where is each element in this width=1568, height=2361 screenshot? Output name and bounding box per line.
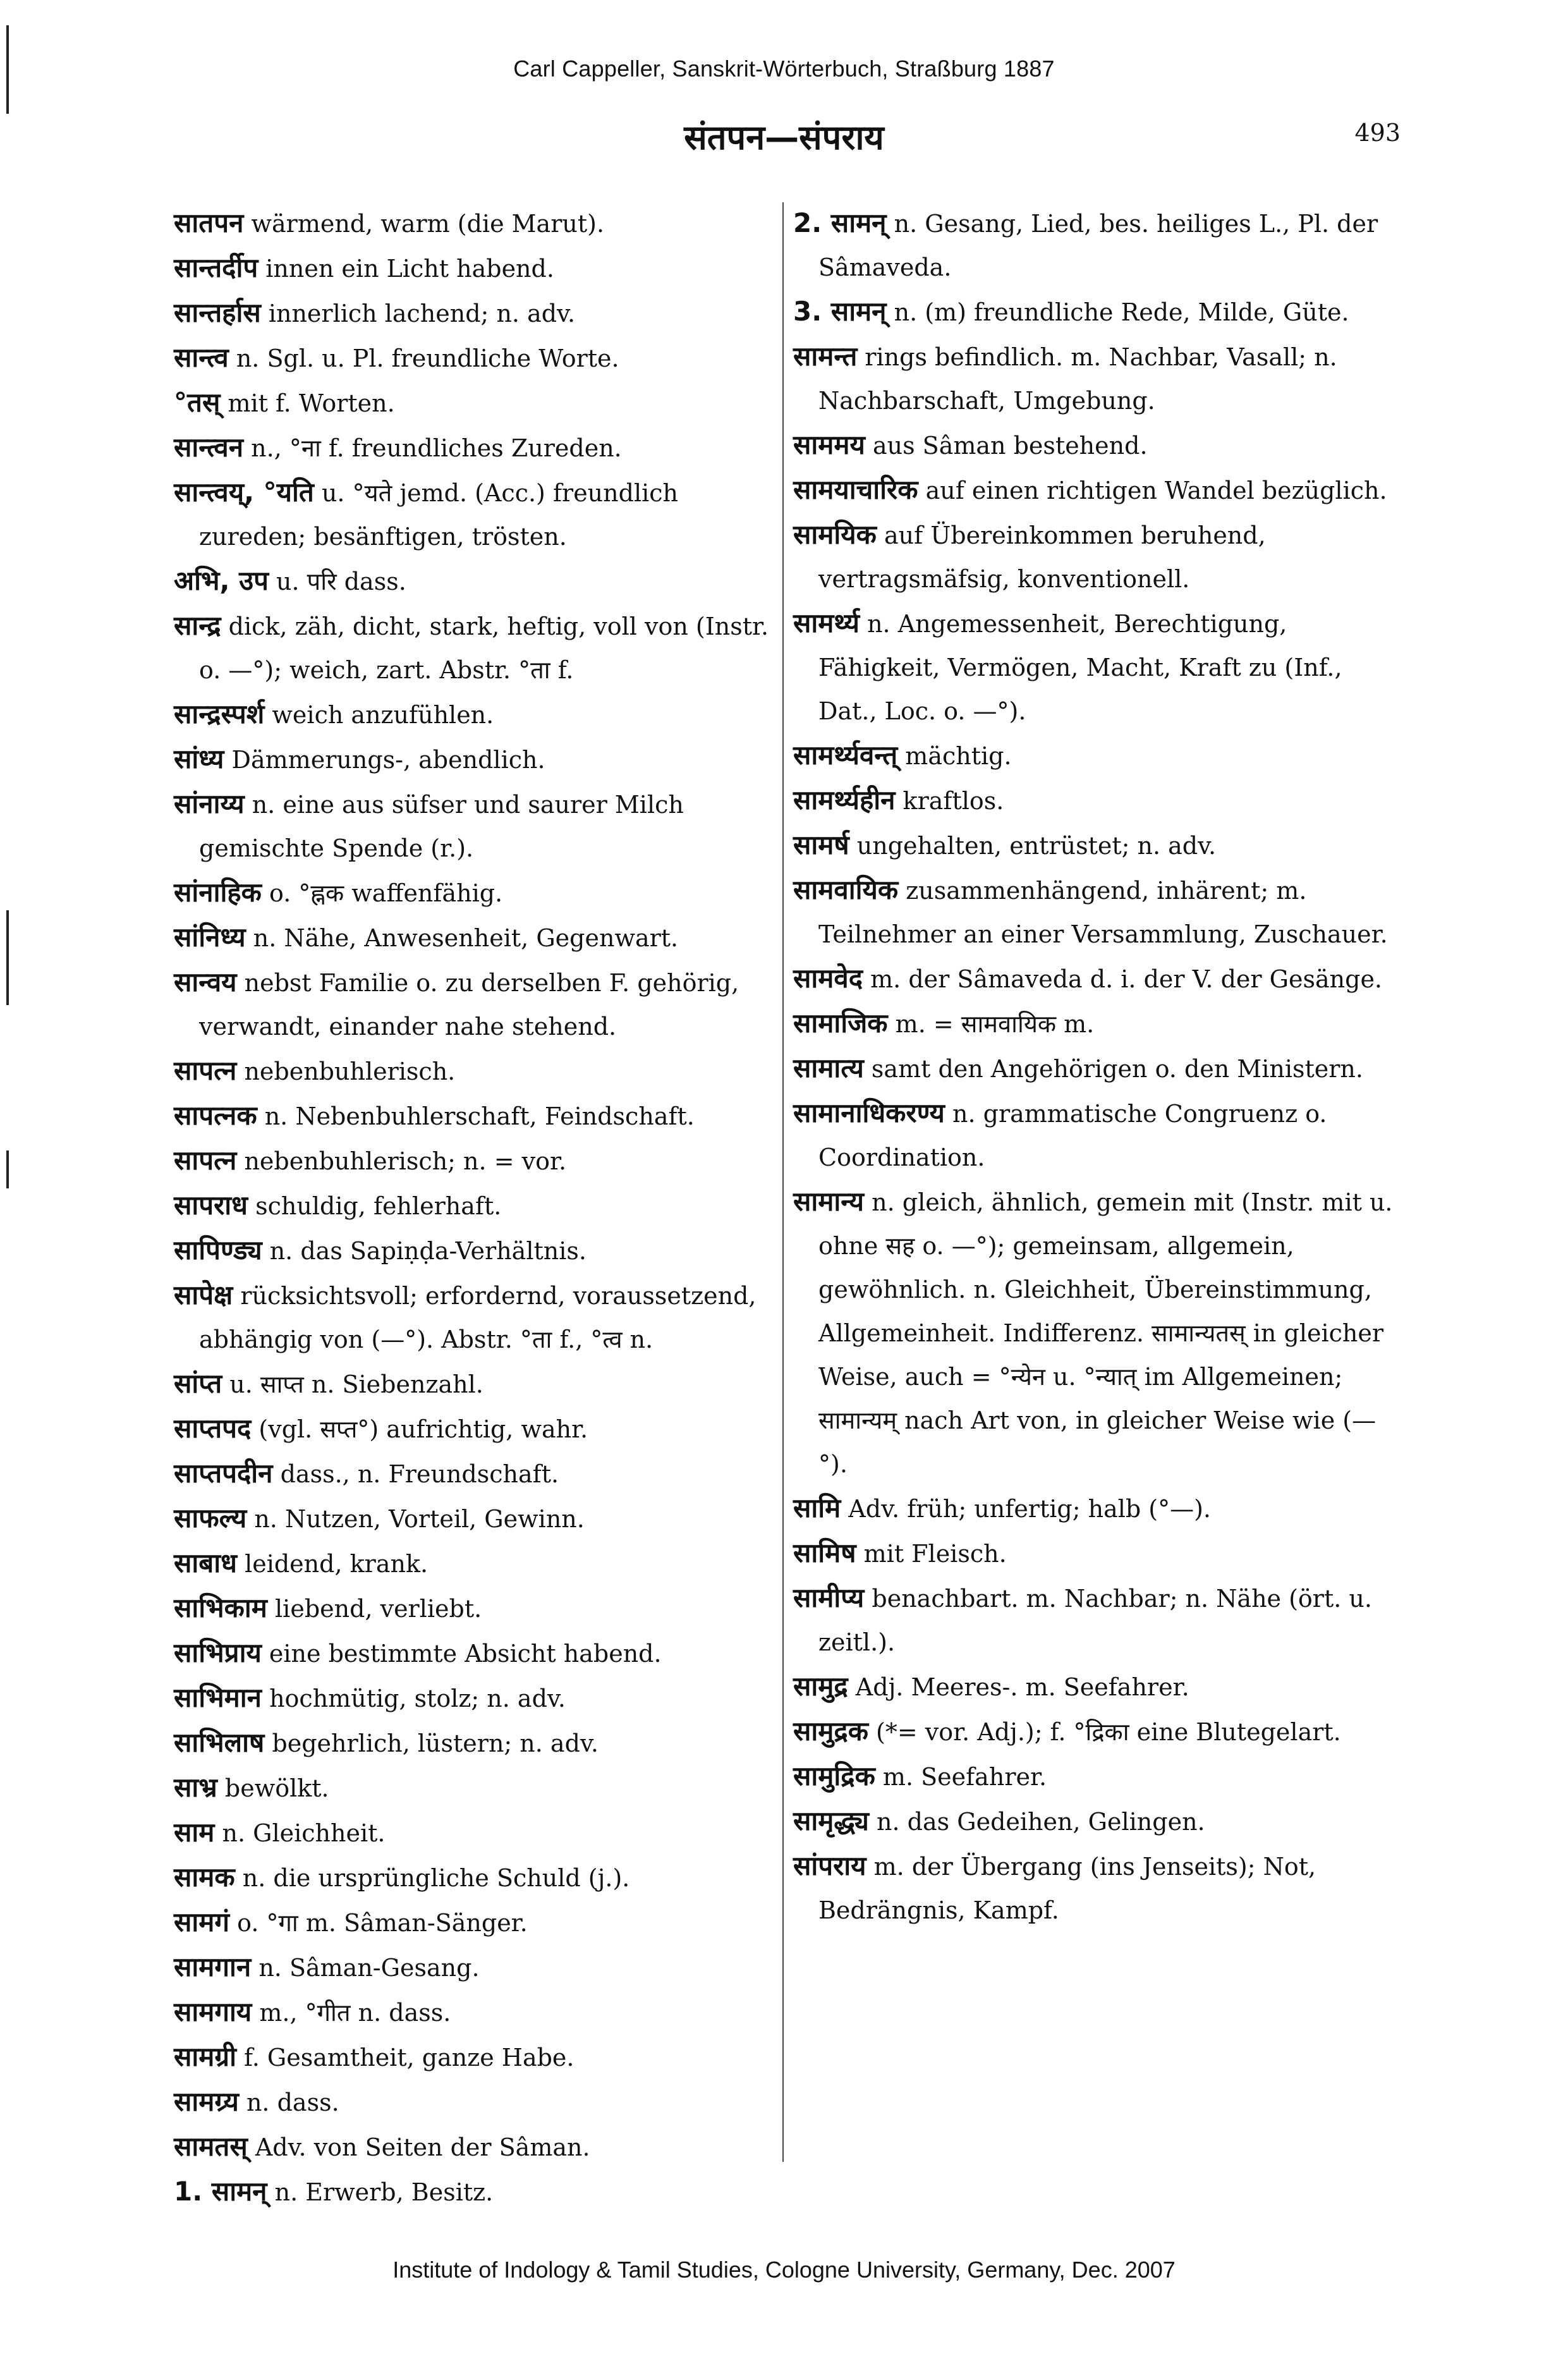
dictionary-entry [174,1900,774,1945]
entry-headword: सामर्थ्य [793,607,860,638]
dictionary-entry [793,1091,1400,1180]
entry-headword: साप्तपद [174,1413,252,1444]
dictionary-entry [793,1001,1400,1046]
dictionary-entry [793,733,1400,778]
dictionary-entry [174,1273,774,1362]
source-attribution: Carl Cappeller, Sanskrit-Wörterbuch, Straßburg 1887 [513,56,1055,82]
dictionary-entry [174,692,774,737]
entry-headword: साभिकाम [174,1592,267,1623]
entry-definition: mit f. Worten. [228,389,395,417]
dictionary-entry [793,1046,1400,1091]
margin-mark [6,1150,9,1188]
dictionary-entry [793,1799,1400,1844]
footer-attribution: Institute of Indology & Tamil Studies, Cologne University, Germany, Dec. 2007 [392,2257,1176,2283]
entry-headword: सान्द्र [174,610,221,641]
entry-definition: n. (m) freundliche Rede, Milde, Güte. [894,298,1349,326]
entry-headword: सांनिध्य [174,922,246,953]
entry-headword: सामगान [174,1951,252,1982]
entry-headword: सापत्नक [174,1100,257,1131]
entry-headword: 2. सामन् [793,207,887,238]
entry-headword: सापत्न [174,1145,237,1176]
entry-definition: innerlich lachend; n. adv. [268,300,576,327]
entry-headword: साभिमान [174,1682,262,1713]
column-divider [782,202,784,2162]
dictionary-entry [793,1709,1400,1754]
entry-definition: eine bestimmte Absicht habend. [269,1640,662,1668]
dictionary-entry [174,1406,774,1451]
entry-definition: ungehalten, entrüstet; n. adv. [856,832,1217,860]
entry-definition: begehrlich, lüstern; n. adv. [272,1730,599,1757]
entry-definition: o. °गा m. Sâman-Sänger. [237,1909,528,1937]
entry-definition: m. Seefahrer. [882,1763,1047,1791]
entry-definition: nebenbuhlerisch. [244,1058,456,1085]
entry-headword: सामृद्ध्य [793,1805,869,1836]
right-column [793,201,1400,1932]
entry-definition: kraftlos. [903,787,1004,815]
dictionary-entry [174,381,774,425]
entry-definition: n. Sgl. u. Pl. freundliche Worte. [236,345,619,372]
dictionary-entry [174,782,774,870]
dictionary-entry [174,737,774,782]
entry-definition: Adv. früh; unfertig; halb (°—). [848,1495,1212,1523]
entry-headword: सामुद्रिक [793,1760,875,1791]
entry-definition: dick, zäh, dicht, stark, heftig, voll von (Instr. o. —°); weich, zart. Abstr. °ता f. [199,613,769,684]
dictionary-entry [174,201,774,246]
entry-headword: सामान्य [793,1186,865,1217]
dictionary-entry [174,246,774,291]
entry-headword: सामयिक [793,519,877,550]
dictionary-entry [793,423,1400,468]
entry-headword: सामुद्रक [793,1716,868,1747]
dictionary-entry [174,1766,774,1810]
entry-headword: सामि [793,1492,841,1523]
entry-definition: n. Nebenbuhlerschaft, Feindschaft. [264,1102,695,1130]
entry-definition: rings befindlich. m. Nachbar, Vasall; n. Nachbarschaft, Umgebung. [818,343,1337,415]
dictionary-entry [174,1990,774,2035]
entry-headword: सामतस् [174,2131,248,2162]
dictionary-entry [174,1945,774,1990]
entry-definition: u. °यते jemd. (Acc.) freundlich zureden; besänftigen, trösten. [199,479,679,551]
dictionary-entry [174,1362,774,1406]
entry-headword: सान्वय [174,967,237,997]
entry-definition: mit Fleisch. [863,1540,1007,1568]
dictionary-entry [174,915,774,960]
dictionary-entry [174,2035,774,2080]
entry-headword: सामानाधिकरण्य [793,1097,945,1128]
dictionary-entry [793,1754,1400,1799]
dictionary-entry [174,2080,774,2125]
dictionary-entry [793,868,1400,956]
entry-definition: n. eine aus süfser und saurer Milch gemischte Spende (r.). [199,791,684,862]
entry-headword: साफल्य [174,1503,247,1534]
entry-headword: सामिष [793,1537,856,1568]
entry-definition: wärmend, warm (die Marut). [251,210,605,238]
entry-headword: सामन्त [793,341,858,372]
entry-definition: rücksichtsvoll; erfordernd, voraussetzend, abhängig von (—°). Abstr. °ता f., °त्व n. [199,1282,757,1353]
entry-headword: सांप्त [174,1368,222,1399]
entry-definition: auf Übereinkommen beruhend, vertragsmäfsig, konventionell. [818,522,1266,593]
entry-headword: सातपन [174,207,244,238]
entry-definition: n. das Gedeihen, Gelingen. [877,1808,1205,1836]
entry-definition: hochmütig, stolz; n. adv. [269,1685,566,1712]
dictionary-entry [793,201,1400,290]
entry-definition: dass., n. Freundschaft. [280,1460,559,1488]
dictionary-entry [174,1541,774,1586]
entry-definition: n. Nutzen, Vorteil, Gewinn. [254,1505,585,1533]
dictionary-entry [174,336,774,381]
dictionary-entry [174,870,774,915]
entry-definition: n. Erwerb, Besitz. [274,2178,494,2206]
entry-definition: samt den Angehörigen o. den Ministern. [871,1055,1363,1083]
dictionary-entry [174,1228,774,1273]
entry-definition: n. Angemessenheit, Berechtigung, Fähigkeit, Vermögen, Macht, Kraft zu (Inf., Dat., Loc. o. —°). [818,610,1342,725]
dictionary-entry [793,956,1400,1001]
entry-definition: n. grammatische Congruenz o. Coordination. [818,1100,1327,1171]
dictionary-entry [174,604,774,692]
entry-headword: सामुद्र [793,1671,848,1702]
entry-definition: n. das Sapiṇḍa-Verhältnis. [269,1237,586,1265]
dictionary-entry [174,1138,774,1183]
entry-headword: सामर्ष [793,829,849,860]
entry-headword: सामर्थ्यवन्त् [793,740,898,771]
dictionary-entry [174,1721,774,1766]
entry-headword: 3. सामन् [793,296,887,327]
entry-headword: सांध्य [174,743,224,774]
entry-headword: सामयाचारिक [793,474,918,505]
entry-headword: 1. सामन् [174,2176,267,2207]
entry-headword: सामगाय [174,1996,252,2027]
dictionary-entry [174,1855,774,1900]
dictionary-entry [174,559,774,604]
entry-definition: m. der Übergang (ins Jenseits); Not, Bedrängnis, Kampf. [818,1853,1316,1924]
entry-headword: सामाजिक [793,1008,888,1039]
entry-definition: n. Nähe, Anwesenheit, Gegenwart. [253,924,679,952]
dictionary-entry [174,291,774,336]
left-column [174,201,774,2214]
entry-headword: साभ्र [174,1772,217,1803]
entry-definition: liebend, verliebt. [275,1595,482,1623]
entry-definition: u. साप्त n. Siebenzahl. [229,1370,483,1398]
entry-definition: Adj. Meeres-. m. Seefahrer. [855,1673,1189,1701]
entry-definition: mächtig. [905,742,1012,770]
entry-definition: Dämmerungs-, abendlich. [231,746,545,774]
entry-definition: aus Sâman bestehend. [872,432,1148,460]
dictionary-entry [793,823,1400,868]
dictionary-entry [793,1486,1400,1531]
running-head: संतपन—संपराय [684,118,884,157]
dictionary-entry [174,1049,774,1094]
entry-definition: m. = सामवायिक m. [895,1010,1095,1038]
entry-headword: सान्द्रस्पर्श [174,699,265,729]
entry-definition: bewölkt. [224,1774,329,1802]
entry-headword: सान्त्व [174,342,229,373]
entry-headword: °तस् [174,387,221,418]
entry-headword: साभिप्राय [174,1637,262,1668]
entry-definition: m., °गीत n. dass. [259,1999,451,2027]
entry-definition: u. परि dass. [276,568,406,595]
dictionary-entry [174,2169,774,2214]
dictionary-entry [793,1844,1400,1932]
entry-headword: साभिलाष [174,1727,265,1758]
dictionary-entry [174,1810,774,1855]
entry-headword: सापत्न [174,1055,237,1086]
entry-headword: साम [174,1817,215,1848]
dictionary-entry [793,1180,1400,1486]
entry-headword: सान्तर्दीप [174,252,258,283]
dictionary-entry [174,1676,774,1721]
entry-headword: सांपराय [793,1850,866,1881]
entry-headword: सान्त्वन [174,432,244,463]
entry-definition: leidend, krank. [245,1550,428,1578]
dictionary-entry [174,2125,774,2169]
margin-mark [6,25,9,114]
entry-headword: सामवायिक [793,874,899,905]
entry-definition: (*= vor. Adj.); f. °द्रिका eine Blutegelart. [876,1718,1341,1746]
entry-headword: सापराध [174,1190,248,1221]
dictionary-entry [174,1183,774,1228]
entry-headword: सांनाहिक [174,877,262,908]
dictionary-entry [174,1451,774,1496]
entry-headword: सापिण्ड्य [174,1235,262,1266]
entry-definition: o. °ह्नक waffenfähig. [269,879,503,907]
entry-definition: n. die ursprüngliche Schuld (j.). [242,1864,630,1892]
entry-headword: सामग्री [174,2041,236,2072]
entry-definition: n. dass. [246,2089,339,2116]
dictionary-entry [174,470,774,559]
dictionary-entry [174,1586,774,1631]
margin-mark [6,910,9,1005]
entry-definition: auf einen richtigen Wandel bezüglich. [925,477,1387,504]
page-number: 493 [1354,119,1401,147]
dictionary-entry [793,1576,1400,1664]
entry-definition: n., °ना f. freundliches Zureden. [251,434,622,462]
entry-headword: सान्तर्हास [174,297,261,328]
entry-definition: nebst Familie o. zu derselben F. gehörig, verwandt, einander nahe stehend. [199,969,739,1040]
entry-definition: (vgl. सप्त°) aufrichtig, wahr. [258,1415,588,1443]
dictionary-entry [793,290,1400,334]
dictionary-entry [174,1094,774,1138]
entry-definition: innen ein Licht habend. [265,255,554,283]
entry-headword: सामग्र्य [174,2086,239,2117]
dictionary-entry [174,960,774,1049]
entry-definition: benachbart. m. Nachbar; n. Nähe (ört. u. zeitl.). [818,1585,1372,1656]
entry-headword: अभि, उप [174,565,269,596]
entry-headword: सामगं [174,1906,230,1937]
entry-definition: m. der Sâmaveda d. i. der V. der Gesänge. [870,965,1383,993]
entry-headword: साममय [793,429,865,460]
dictionary-entry [793,1531,1400,1576]
entry-headword: सांनाय्य [174,788,245,819]
entry-headword: सामक [174,1862,235,1893]
entry-definition: Adv. von Seiten der Sâman. [255,2133,590,2161]
dictionary-entry [793,778,1400,823]
entry-headword: सापेक्ष [174,1279,233,1310]
entry-headword: सामर्थ्यहीन [793,784,896,815]
entry-headword: सामात्य [793,1052,864,1083]
entry-headword: सामवेद [793,963,863,994]
dictionary-entry [174,425,774,470]
dictionary-entry [793,334,1400,423]
entry-definition: n. Sâman-Gesang. [258,1954,480,1982]
entry-definition: weich anzufühlen. [272,701,494,729]
dictionary-entry [793,468,1400,513]
entry-definition: n. Gleichheit. [222,1819,386,1847]
dictionary-entry [793,1664,1400,1709]
dictionary-entry [174,1496,774,1541]
entry-definition: n. Gesang, Lied, bes. heiliges L., Pl. der Sâmaveda. [818,210,1378,281]
entry-definition: zusammenhängend, inhärent; m. Teilnehmer an einer Versammlung, Zuschauer. [818,877,1388,948]
entry-definition: nebenbuhlerisch; n. = vor. [244,1147,567,1175]
dictionary-entry [793,513,1400,601]
entry-definition: schuldig, fehlerhaft. [255,1192,502,1220]
entry-definition: n. gleich, ähnlich, gemein mit (Instr. mit u. ohne सह o. —°); gemeinsam, allgemein, gewöhnlich. n. Gleichheit, Übereinstimmung, Allgemeinheit. Indifferenz. सामान्यतस् in gleicher Weise, auch = °न्येन u. °न्यात् im Allgemeinen; सामान्यम् nach Art von, in gleicher Weise wie (—°). [818,1188,1393,1478]
entry-headword: सामीप्य [793,1582,865,1613]
entry-headword: साप्तपदीन [174,1458,273,1489]
dictionary-entry [793,601,1400,733]
dictionary-entry [174,1631,774,1676]
entry-headword: साबाध [174,1547,237,1578]
entry-headword: सान्त्वय्, °यति [174,477,314,508]
entry-definition: f. Gesamtheit, ganze Habe. [244,2044,574,2071]
